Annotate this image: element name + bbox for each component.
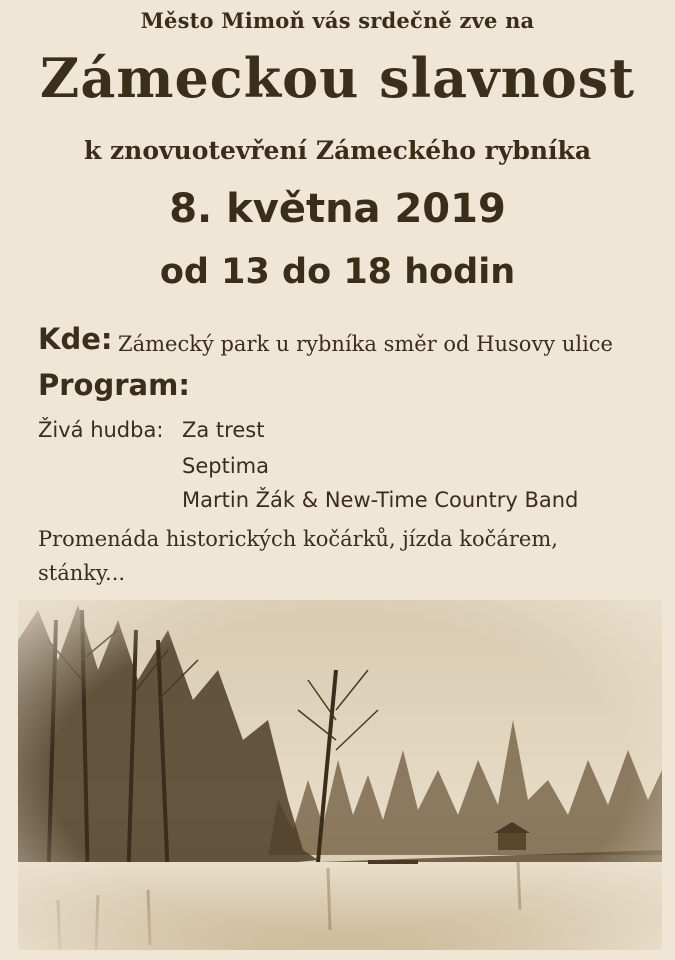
program-description (38, 522, 638, 590)
event-date: 8. května 2019 (169, 186, 506, 232)
event-subtitle: k znovuotevření Zámeckého rybníka (83, 136, 592, 165)
promo-line: stánky... (38, 561, 126, 585)
live-music-label: Živá hudba: (38, 418, 164, 442)
event-title: Zámeckou slavnost (39, 46, 636, 110)
band-item: Za trest (182, 418, 265, 442)
where-text: Zámecký park u rybníka směr od Husovy ulice (118, 332, 613, 356)
where-label: Kde: (38, 322, 113, 356)
band-item: Septima (182, 454, 269, 478)
band-item: Martin Žák & New-Time Country Band (182, 488, 579, 512)
event-time: od 13 do 18 hodin (159, 252, 516, 292)
promo-line: Promenáda historických kočárků, jízda kočárem, (38, 527, 558, 551)
program-label: Program: (38, 368, 190, 402)
intro-line: Město Mimoň vás srdečně zve na (140, 8, 535, 33)
pond-photo (18, 600, 662, 950)
